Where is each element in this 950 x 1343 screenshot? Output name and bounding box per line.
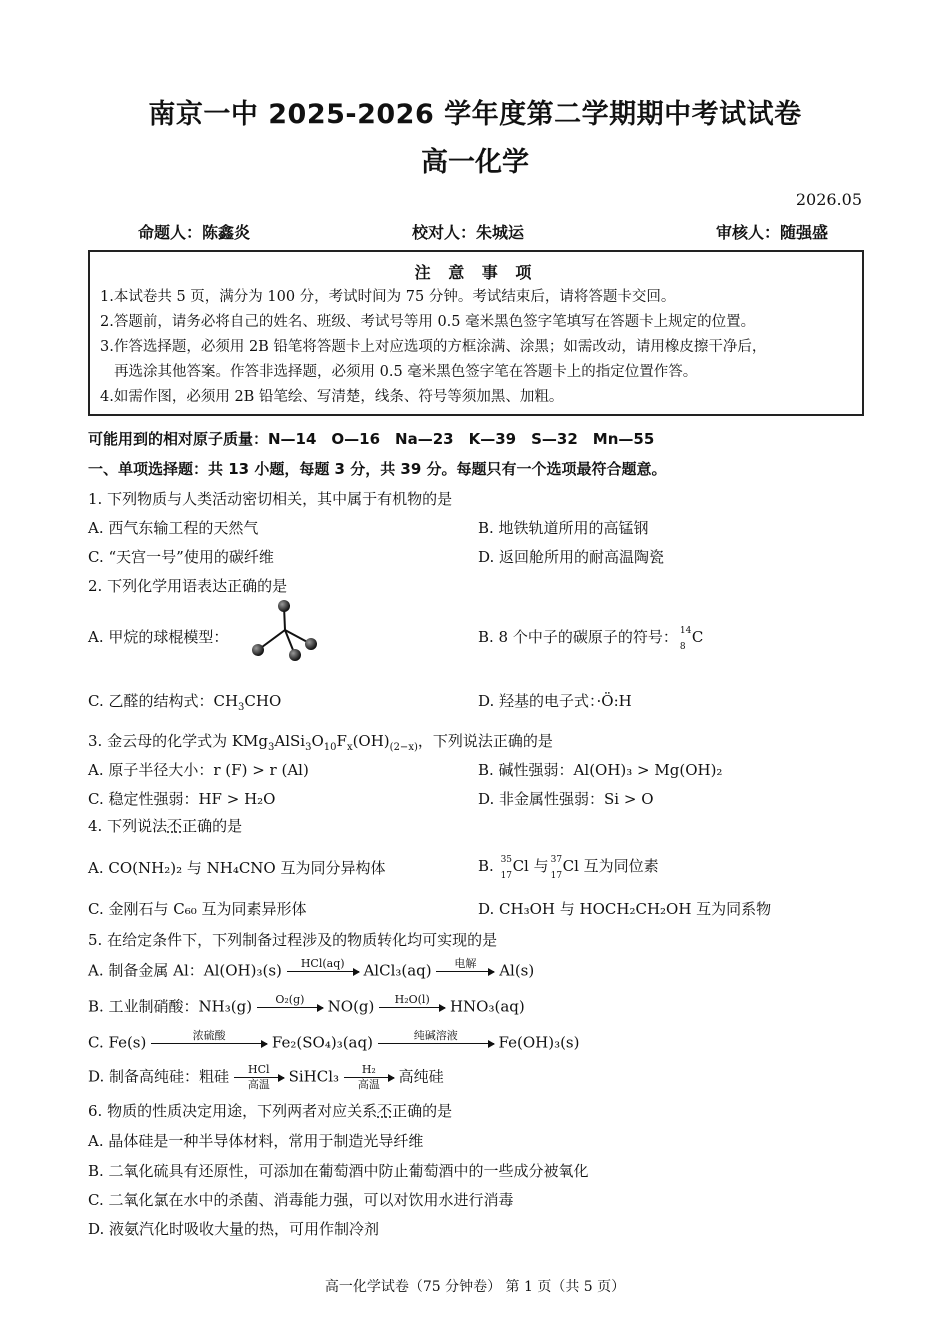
q4-option-d: D. CH₃OH 与 HOCH₂CH₂OH 互为同系物 bbox=[478, 900, 772, 918]
q3-stem: 3. 金云母的化学式为 $KMg_3AlSi_3O_{10}F_x(OH)_{(2-x)}$，下列说法正确的是 bbox=[88, 732, 553, 753]
notice-item: 再选涂其他答案。作答非选择题，必须用 0.5 毫米黑色签字笔在答题卡上的指定位置作答。 bbox=[114, 364, 698, 380]
checker: 校对人：朱城运 bbox=[412, 223, 525, 242]
q1-stem: 1. 下列物质与人类活动密切相关，其中属于有机物的是 bbox=[88, 490, 453, 508]
reaction-arrow: O₂(g) bbox=[257, 994, 323, 1021]
q3-option-b: B. 碱性强弱：Al(OH)₃ > Mg(OH)₂ bbox=[478, 761, 723, 779]
exam-title: 南京一中 2025-2026 学年度第二学期期中考试试卷 bbox=[148, 99, 802, 130]
q4-stem: 4. 下列说法不正确的是 bbox=[88, 817, 243, 835]
q1-option-a: A. 西气东输工程的天然气 bbox=[88, 519, 259, 537]
q1-option-b: B. 地铁轨道所用的高锰钢 bbox=[478, 519, 649, 537]
q5-option-b: B. 工业制硝酸：NH₃(g) O₂(g) NO(g) H₂O(l) HNO₃(aq) bbox=[88, 994, 525, 1021]
atomic-masses: 可能用到的相对原子质量：N—14 O—16 Na—23 K—39 S—32 Mn—55 bbox=[88, 430, 655, 448]
notice-item: 3.作答选择题，必须用 2B 铅笔将答题卡上对应选项的方框涂满、涂黑；如需改动，请用橡皮擦干净后， bbox=[100, 339, 767, 355]
reaction-arrow: HCl 高温 bbox=[234, 1064, 284, 1091]
reaction-arrow: H₂ 高温 bbox=[344, 1064, 394, 1091]
q2-option-a: A. 甲烷的球棍模型： bbox=[88, 628, 229, 646]
notice-item: 1.本试卷共 5 页，满分为 100 分，考试时间为 75 分钟。考试结束后，请将答题卡交回。 bbox=[100, 289, 676, 305]
reaction-arrow: 电解 bbox=[436, 958, 494, 985]
q4-option-c: C. 金刚石与 C₆₀ 互为同素异形体 bbox=[88, 900, 307, 918]
q5-option-a: A. 制备金属 Al：Al(OH)₃(s) HCl(aq) AlCl₃(aq) 电解 Al(s) bbox=[88, 958, 534, 985]
q4-option-a: A. CO(NH₂)₂ 与 NH₄CNO 互为同分异构体 bbox=[88, 859, 386, 877]
reaction-arrow: HCl(aq) bbox=[287, 958, 359, 985]
reaction-arrow: 浓硫酸 bbox=[151, 1030, 267, 1057]
q1-option-c: C. “天宫一号”使用的碳纤维 bbox=[88, 548, 274, 566]
q2-option-c: C. 乙醛的结构式：$CH_3CHO$ bbox=[88, 692, 282, 713]
setter: 命题人：陈鑫炎 bbox=[138, 223, 251, 242]
page-footer: 高一化学试卷（75 分钟卷） 第 1 页（共 5 页） bbox=[324, 1279, 626, 1295]
methane-ball-stick-model bbox=[244, 598, 324, 666]
q2-b-label: B. 8 个中子的碳原子的符号： bbox=[478, 628, 678, 646]
nuclide-notation: 14 8 bbox=[679, 626, 692, 652]
reviewer: 审核人：随强盛 bbox=[716, 223, 829, 242]
q2-option-d: D. 羟基的电子式：·Ö:H bbox=[478, 692, 632, 710]
reaction-arrow: 纯碱溶液 bbox=[378, 1030, 494, 1057]
notice-item: 2.答题前，请务必将自己的姓名、班级、考试号等用 0.5 毫米黑色签字笔填写在答题卡上规定的位置。 bbox=[100, 314, 756, 330]
exam-date: 2026.05 bbox=[795, 190, 862, 209]
q5-option-c: C. Fe(s) 浓硫酸 Fe₂(SO₄)₃(aq) 纯碱溶液 Fe(OH)₃(s) bbox=[88, 1030, 579, 1057]
section-heading: 一、单项选择题：共 13 小题，每题 3 分，共 39 分。每题只有一个选项最符合题意。 bbox=[88, 460, 667, 478]
q6-option-d: D. 液氨汽化时吸收大量的热，可用作制冷剂 bbox=[88, 1220, 380, 1238]
q2-stem: 2. 下列化学用语表达正确的是 bbox=[88, 577, 288, 595]
q5-option-d: D. 制备高纯硅：粗硅 HCl 高温 SiHCl₃ H₂ 高温 高纯硅 bbox=[88, 1063, 444, 1091]
hydroxyl-electron-formula: ·Ö:H bbox=[596, 692, 632, 710]
q3-option-a: A. 原子半径大小：r (F) > r (Al) bbox=[88, 761, 309, 779]
notice-title: 注 意 事 项 bbox=[414, 263, 538, 282]
subject-title: 高一化学 bbox=[421, 147, 529, 178]
q6-option-c: C. 二氧化氯在水中的杀菌、消毒能力强，可以对饮用水进行消毒 bbox=[88, 1191, 514, 1209]
q3-option-d: D. 非金属性强弱：Si > O bbox=[478, 790, 654, 808]
q4-option-b: B. 35 17 Cl 与 37 17 Cl 互为同位素 bbox=[478, 855, 659, 881]
q2-option-b: B. 8 个中子的碳原子的符号： 14 8 C bbox=[478, 626, 704, 652]
q3-option-c: C. 稳定性强弱：HF > H₂O bbox=[88, 790, 276, 808]
q5-stem: 5. 在给定条件下，下列制备过程涉及的物质转化均可实现的是 bbox=[88, 931, 498, 949]
q6-option-a: A. 晶体硅是一种半导体材料，常用于制造光导纤维 bbox=[88, 1132, 424, 1150]
q6-stem: 6. 物质的性质决定用途，下列两者对应关系不正确的是 bbox=[88, 1102, 453, 1120]
notice-item: 4.如需作图，必须用 2B 铅笔绘、写清楚，线条、符号等须加黑、加粗。 bbox=[100, 389, 564, 405]
reaction-arrow: H₂O(l) bbox=[379, 994, 445, 1021]
q1-option-d: D. 返回舱所用的耐高温陶瓷 bbox=[478, 548, 665, 566]
notice-box bbox=[88, 250, 864, 416]
q6-option-b: B. 二氧化硫具有还原性，可添加在葡萄酒中防止葡萄酒中的一些成分被氧化 bbox=[88, 1162, 589, 1180]
